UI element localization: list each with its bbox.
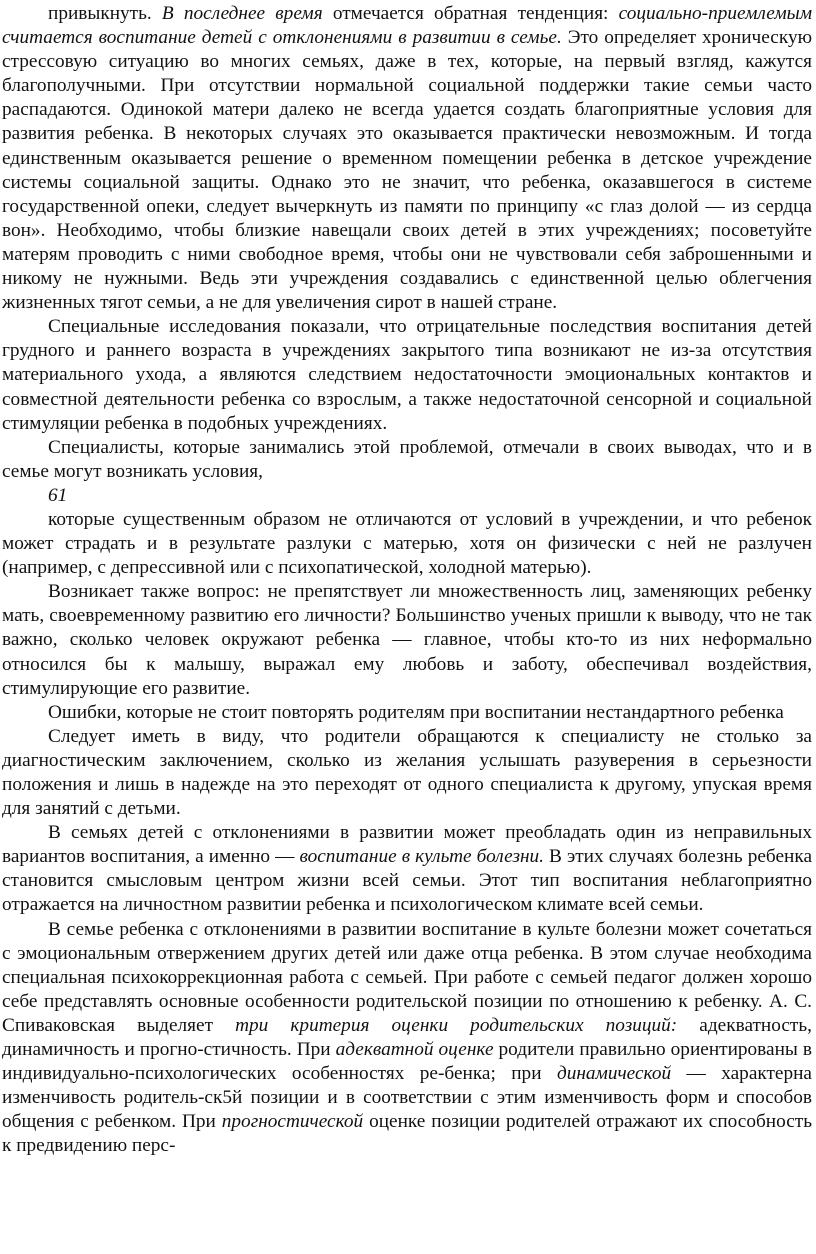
paragraph (2, 821, 812, 917)
text-run: Это определяет хроническую стрессовую ситуацию во многих семьях, даже в тех, которые, на первый взгляд, кажутся благополучными. При отсутствии нормальной социальной поддержки такие семьи часто распадаются. Одинокой матери далеко не всегда удается создать благоприятные условия для развития ребенка. В некоторых случаях это оказывается практически невозможным. И тогда единственным оказывается решение о временном помещении ребенка в детское учреждение системы социальной защиты. Однако это не значит, что ребенка, оказавшегося в системе государственной опеки, следует вычеркнуть из памяти по принципу «с глаз долой — из сердца вон». Необходимо, чтобы близкие навещали своих детей в этих учреждениях; посоветуйте матерям проводить с ними свободное время, чтобы они не чувствовали себя заброшенными и никому не нужными. Ведь эти учреждения создавались с единственной целью облегчения жизненных тягот семьи, а не для увеличения сирот в нашей стране. (2, 27, 812, 314)
text-run: адекватность, динамичность и прогно-стичность. При (2, 1014, 812, 1061)
paragraph (2, 2, 812, 315)
italic-text: три критерия оценки родительских позиций: (235, 1014, 678, 1036)
document-body (2, 2, 812, 1159)
paragraph (2, 508, 812, 580)
paragraph (2, 580, 812, 700)
text-run: родители правильно ориентированы в индивидуально-психологических особенностях ре-бенка; при (2, 1039, 812, 1085)
paragraph (2, 725, 812, 821)
text-run: В этих случаях болезнь ребенка становится смысловым центром жизни всей семьи. Этот тип воспитания неблагоприятно отражается на личностном развитии ребенка и психологическом климате всей семьи. (2, 846, 812, 916)
text-run: Специальные исследования показали, что отрицательные последствия воспитания детей грудного и раннего возраста в учреждениях закрытого типа возникают не из-за отсутствия материального ухода, а являются следствием недостаточности эмоциональных контактов и совместной деятельности ребенка со взрослым, а также недостаточной сенсорной и социальной стимуляции ребенка в подобных учреждениях. (2, 316, 812, 434)
text-run: Ошибки, которые не стоит повторять родителям при воспитании нестандартного ребенка (48, 701, 784, 723)
text-run: — характерна изменчивость родитель-ск5й позиции и в соответствии с этим изменчивость форм и способов общения с ребенком. При (2, 1063, 812, 1133)
italic-text: динамической (556, 1063, 672, 1085)
page-number: 61 (48, 484, 68, 506)
text-run: Возникает также вопрос: не препятствует ли множественность лиц, заменяющих ребенку мать, своевременному развитию его личности? Большинство ученых пришли к выводу, что не так важно, сколько человек окружают ребенка — главное, чтобы кто-то из них неформально относился бы к малышу, выражал ему любовь и заботу, обеспечивал воздействия, стимулирующие его развитие. (2, 581, 812, 699)
text-run: В семье ребенка с отклонениями в развитии воспитание в культе болезни может сочетаться с эмоциональным отвержением других детей или даже отца ребенка. В этом случае необходима специальная психокоррекционная работа с семьей. При работе с семьей педагог должен хорошо себе представлять основные особенности родительской позиции по отношению к ребенку. А. С. Спиваковская выделяет (2, 918, 812, 1036)
text-run: привыкнуть. (48, 3, 162, 24)
italic-text: В последнее время (161, 3, 323, 24)
italic-text: прогностической (221, 1111, 364, 1133)
paragraph (2, 918, 812, 1159)
italic-text: адекватной оценке (335, 1039, 494, 1061)
text-run: отмечается обратная тенденция: (322, 3, 619, 24)
text-run: В семьях детей с отклонениями в развитии может преобладать один из неправильных вариантов воспитания, а именно — (2, 822, 812, 868)
text-run: Специалисты, которые занимались этой проблемой, отмечали в своих выводах, что и в семье могут возникать условия, (2, 436, 812, 482)
text-run: оценке позиции родителей отражают их способность к предвидению перс- (2, 1111, 812, 1157)
text-run: которые существенным образом не отличаются от условий в учреждении, и что ребенок может страдать и в результате разлуки с матерью, хотя он физически с ней не разлучен (например, с депрессивной или с психопатической, холодной матерью). (2, 508, 812, 579)
italic-text: воспитание в культе болезни. (299, 846, 544, 868)
text-run: Следует иметь в виду, что родители обращаются к специалисту не столько за диагностическим заключением, сколько из желания услышать разуверения в серьезности положения и лишь в надежде на это переходят от одного специалиста к другому, упуская время для занятий с детьми. (2, 725, 812, 820)
paragraph (2, 315, 812, 435)
paragraph (2, 436, 812, 484)
paragraph (2, 701, 812, 725)
italic-text: социально-приемлемым считается воспитание детей с отклонениями в развитии в семье. (2, 3, 813, 49)
